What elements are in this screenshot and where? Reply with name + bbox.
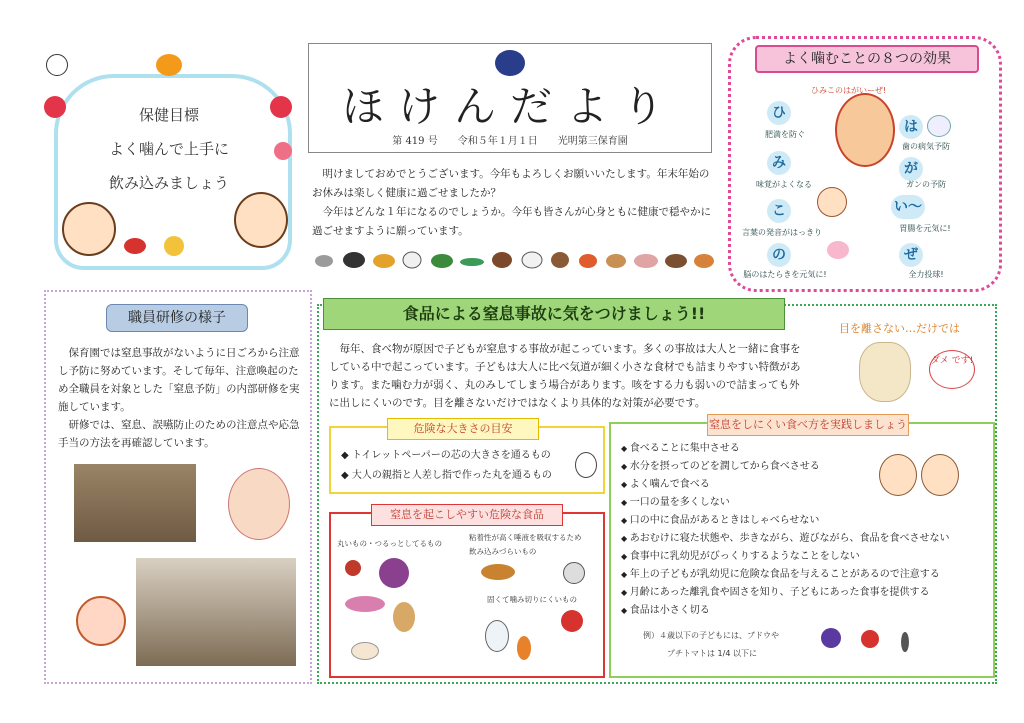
mochi-icon [351, 642, 379, 660]
newsletter-title: ほけんだより [341, 82, 678, 131]
safe-eating-item: ◆ 食べることに集中させる [621, 440, 950, 458]
issue-info: 第 419 号 令和５年１月１日 光明第三保育園 [392, 136, 628, 147]
himiko-mascot-illustration [835, 93, 895, 167]
health-goal [44, 52, 294, 272]
size-item: ◆ トイレットペーパーの芯の大きさを通るもの [341, 450, 551, 461]
safe-eating-box [609, 418, 995, 678]
bread-icon [481, 564, 515, 580]
effect-kana: は [899, 115, 923, 139]
staff-training-title: 職員研修の様子 [106, 304, 248, 332]
safe-eating-item: ◆ 口の中に食品があるときはしゃべらせない [621, 512, 950, 530]
safe-eating-item: ◆ 一口の量を多くしない [621, 494, 950, 512]
mandarin-icon [156, 54, 182, 76]
grapes-icon [379, 558, 409, 588]
food-category-caption: 丸いもの・つるっとしてるもの [337, 539, 442, 548]
safe-eating-item: ◆ 食事中に乳幼児がびっくりするようなことをしない [621, 548, 950, 566]
school-emblem-icon [495, 50, 525, 76]
effect-label: 全力投球! [908, 270, 944, 279]
newsletter-title-box [308, 43, 712, 153]
candy-icon [345, 596, 385, 612]
tooth-icon [927, 115, 951, 137]
brain-icon [827, 241, 849, 259]
greeting-paragraph: 今年はどんな１年になるのでしょうか。今年も皆さんが心身ともに健康で穏やかに過ごせますように願っています。 [312, 206, 711, 237]
effect-kana: い〜 [891, 195, 925, 219]
spinning-top-icon [124, 238, 146, 254]
safe-eating-item: ◆ 水分を摂ってのどを潤してから食べさせる [621, 458, 950, 476]
dangerous-size-heading: 危険な大きさの目安 [387, 418, 539, 440]
staff-training-section [44, 290, 312, 684]
greeting-paragraph: 明けましておめでとうございます。今年もよろしくお願いいたします。年末年始のお休みは楽しく健康に過ごせましたか？ [312, 168, 710, 199]
knife-icon [901, 632, 909, 652]
chewing-effects-panel [728, 36, 1002, 292]
carrot-icon [517, 636, 531, 660]
example-note: 例）４歳以下の子どもには、ブドウや [643, 631, 779, 640]
goal-text-line1: よく噛んで上手に [108, 140, 229, 158]
cherry-icon [345, 560, 361, 576]
effect-kana: の [767, 243, 791, 267]
effect-label: 胃腸を元気に! [899, 224, 951, 233]
effect-label: 脳のはたらきを元気に! [743, 270, 827, 279]
cat-illustration [859, 342, 911, 402]
mascot-caption: ひみこのはがいーぜ! [811, 86, 887, 95]
food-intro-text: 毎年、食べ物が原因で子どもが窒息する事故が起こっています。多くの事故は大人と一緒に食事をしている中で起こっています。子どもは大人に比べ気道が細く小さな食材でも詰まりやすい特徴があります。また噛む力が弱く、丸のみしてしまう場合があります。咳をする力も弱いので詰まっても外に出しにくいのです。目を離さないだけではなくより具体的な対策が必要です。 [329, 343, 801, 409]
speech-bubble: ダメ です! [929, 350, 975, 389]
safe-eating-heading: 窒息をしにくい食べ方を実践しましょう [707, 414, 909, 436]
first-aid-illustration [228, 468, 290, 540]
safe-eating-item: ◆ よく噛んで食べる [621, 476, 950, 494]
training-photo [136, 558, 296, 666]
safe-eating-item: ◆ 食品は小さく切る [621, 602, 950, 620]
peanut-icon [393, 602, 415, 632]
effect-kana: ぜ [899, 243, 923, 267]
effect-label: ガンの予防 [906, 180, 946, 189]
greeting [312, 165, 712, 241]
effect-label: 肥満を防ぐ [765, 130, 805, 139]
food-choking-section [317, 304, 997, 684]
grapes-icon [821, 628, 841, 648]
dangerous-size-box [329, 422, 605, 494]
goal-text-line2: 飲み込みましょう [108, 174, 229, 192]
dangerous-foods-box [329, 508, 605, 678]
children-eating-illustration [921, 454, 959, 496]
safe-eating-item: ◆ 年上の子どもが乳幼児に危険な食品を与えることがあるので注意する [621, 566, 950, 584]
size-item: ◆ 大人の親指と人差し指で作った丸を通るもの [341, 470, 552, 481]
dangerous-foods-heading: 窒息を起こしやすい危険な食品 [371, 504, 563, 526]
squid-icon [485, 620, 509, 652]
effect-kana: み [767, 151, 791, 175]
training-photo [74, 464, 196, 542]
snowman-icon [46, 54, 68, 76]
pinwheel-icon [164, 236, 184, 256]
size-item-text: トイレットペーパーの芯の大きさを通るもの [351, 450, 551, 461]
staff-training-text [58, 344, 302, 452]
food-intro [329, 340, 809, 412]
effect-label: 言葉の発音がはっきり [742, 228, 822, 237]
safe-eating-item: ◆ あおむけに寝た状態や、歩きながら、遊びながら、食品を食べさせない [621, 530, 950, 548]
apple-icon [561, 610, 583, 632]
ok-hand-icon [575, 452, 597, 478]
size-item-text: 大人の親指と人差し指で作った丸を通るもの [351, 470, 552, 481]
food-choking-banner: 食品による窒息事故に気をつけましょう!! [323, 298, 785, 330]
effect-kana: こ [767, 199, 791, 223]
safe-eating-item: ◆ 月齢にあった離乳食や固さを知り、子どもにあった食事を提供する [621, 584, 950, 602]
effect-label: 歯の病気予防 [902, 142, 950, 151]
zodiac-animals-row [312, 246, 717, 272]
food-category-caption: 飲み込みづらいもの [469, 547, 537, 556]
rice-ball-icon [563, 562, 585, 584]
effects-title: よく噛むことの８つの効果 [755, 45, 979, 73]
girl-illustration [234, 192, 288, 248]
effect-kana: ひ [767, 101, 791, 125]
example-note: プチトマトは 1/4 以下に [667, 649, 757, 658]
effect-kana: が [899, 157, 923, 181]
crying-child-illustration [76, 596, 126, 646]
food-category-caption: 固くて噛み切りにくいもの [487, 595, 577, 604]
boy-illustration [62, 202, 116, 256]
tomato-icon [861, 630, 879, 648]
food-category-caption: 粘着性が高く唾液を吸収するため [469, 533, 582, 542]
child-chewing-illustration [817, 187, 847, 217]
goal-heading: 保健目標 [138, 106, 199, 124]
cat-caption: 目を離さない…だけでは [839, 322, 960, 335]
children-eating-illustration [879, 454, 917, 496]
effect-label: 味覚がよくなる [756, 180, 812, 189]
staff-paragraph: 保育園では窒息事故がないように日ごろから注意し予防に努めています。そして毎年、注意喚起のため全職員を対象とした「窒息予防」の内部研修を実施しています。 [58, 347, 300, 413]
staff-paragraph: 研修では、窒息、誤嚥防止のための注意点や応急手当の方法を再確認しています。 [58, 419, 300, 449]
